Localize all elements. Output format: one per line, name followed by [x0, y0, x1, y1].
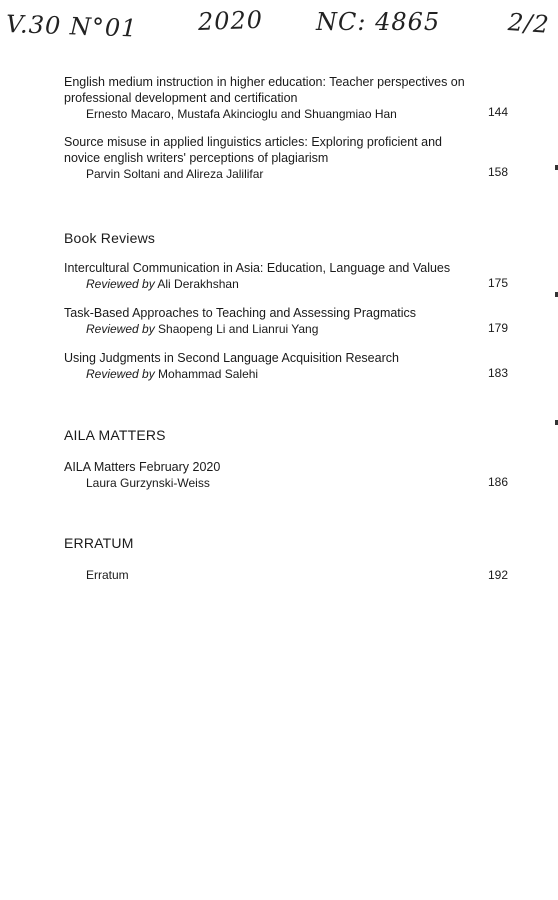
handwritten-part-note: 2/2	[507, 8, 551, 39]
entry-title: English medium instruction in higher education: Teacher perspectives on professional development and certification	[64, 75, 465, 105]
entry-page-number: 144	[487, 105, 508, 119]
section-heading-book-reviews: Book Reviews	[64, 230, 156, 246]
review-reviewer-line	[64, 276, 514, 292]
review-entry	[64, 260, 514, 292]
reviewer-name: Ali Derakhshan	[157, 277, 239, 291]
reviewed-by-label: Reviewed by	[86, 277, 155, 291]
aila-authors: Laura Gurzynski-Weiss	[86, 476, 210, 490]
review-entry	[64, 305, 514, 337]
review-page-number: 183	[487, 366, 508, 380]
review-title: Intercultural Communication in Asia: Education, Language and Values	[64, 261, 451, 275]
handwritten-nc-note: NC: 4865	[316, 8, 441, 36]
reviewed-by-label: Reviewed by	[86, 322, 155, 336]
toc-entry	[64, 74, 514, 122]
handwritten-volume-note: V.30 N°01	[5, 10, 138, 43]
review-title: Task-Based Approaches to Teaching and Assessing Pragmatics	[64, 306, 417, 320]
review-page-number: 179	[487, 321, 508, 335]
aila-title: AILA Matters February 2020	[64, 460, 221, 474]
review-title: Using Judgments in Second Language Acquisition Research	[64, 351, 399, 365]
erratum-page-number: 192	[487, 568, 508, 582]
toc-entry	[64, 134, 514, 182]
section-heading-erratum: ERRATUM	[64, 535, 134, 551]
entry-page-number: 158	[487, 165, 508, 179]
reviewer-name: Mohammad Salehi	[158, 367, 259, 381]
reviewed-by-label: Reviewed by	[86, 367, 155, 381]
entry-authors: Parvin Soltani and Alireza Jalilifar	[86, 167, 264, 181]
review-reviewer-line	[64, 366, 514, 382]
handwritten-year-note: 2020	[197, 5, 264, 36]
review-entry	[64, 350, 514, 382]
entry-title: Source misuse in applied linguistics articles: Exploring proficient and novice english writers' perceptions of plagiarism	[64, 135, 442, 165]
review-reviewer-line	[64, 321, 514, 337]
review-page-number: 175	[487, 276, 508, 290]
reviewer-name: Shaopeng Li and Lianrui Yang	[158, 322, 319, 336]
entry-authors: Ernesto Macaro, Mustafa Akincioglu and Shuangmiao Han	[86, 107, 397, 121]
aila-page-number: 186	[487, 475, 508, 489]
aila-entry	[64, 459, 514, 491]
section-heading-aila-matters: AILA MATTERS	[64, 427, 166, 443]
erratum-entry	[64, 567, 514, 583]
erratum-title: Erratum	[86, 568, 129, 582]
